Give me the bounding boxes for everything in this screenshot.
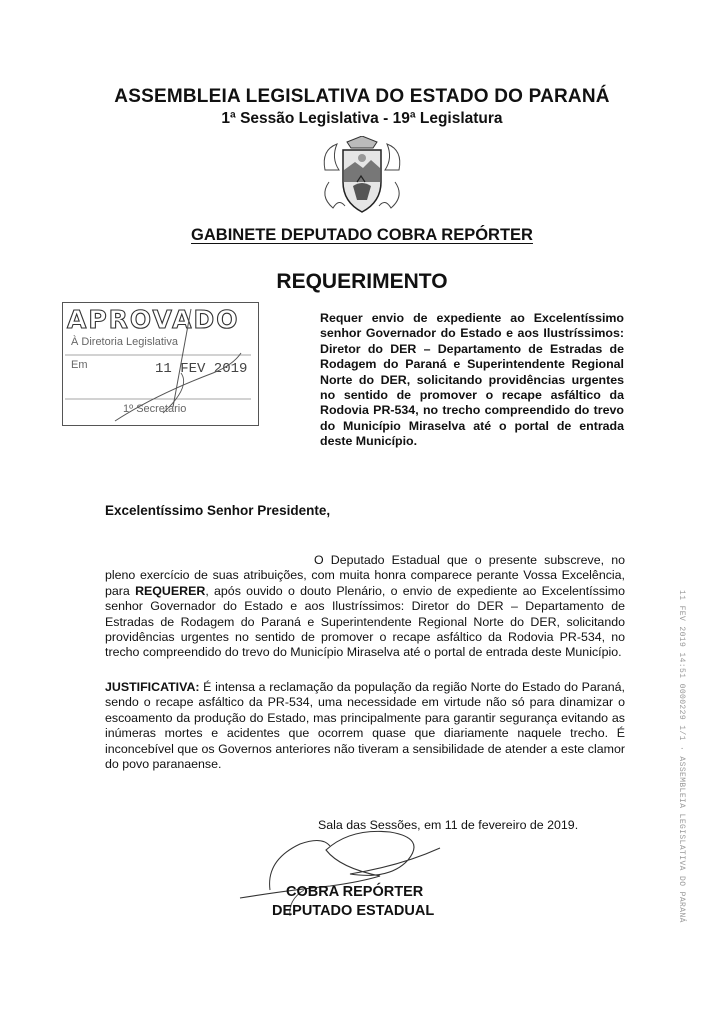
approval-stamp bbox=[62, 302, 259, 426]
parana-coat-of-arms-icon bbox=[317, 136, 407, 216]
salutation: Excelentíssimo Senhor Presidente, bbox=[105, 503, 331, 518]
stamp-handwriting bbox=[63, 303, 258, 425]
justification-label: JUSTIFICATIVA: bbox=[105, 680, 200, 694]
protocol-stamp bbox=[674, 590, 694, 923]
justification bbox=[105, 680, 625, 772]
assembly-title: ASSEMBLEIA LEGISLATIVA DO ESTADO DO PARANÁ bbox=[114, 86, 610, 107]
signer-role: DEPUTADO ESTADUAL bbox=[272, 903, 435, 919]
justification-text: É intensa a reclamação da população da região Norte do Estado do Paraná, sendo o recape asfáltico da PR-534, uma necessidade em virtude não só para dinamizar o escoamento da produção do Estado, mas principalmente para garantir segurança evitando as inúmeras mortes e acidentes que ocorrem quase que diariamente naquele trecho. É inconcebível que os Governos anteriores não tiveram a sensibilidade de atender a este clamor do povo paranaense. bbox=[105, 680, 625, 772]
body-part2: , após ouvido o douto Plenário, o envio de expediente ao Excelentíssimo senhor Governador do Estado e aos Ilustríssimos: Diretor do DER – Departamento de Estradas de Rodagem do Paraná e Superintendente Regional Norte do DER, solicitando providências urgentes no sentido de promover o recape asfáltico da Rodovia PR-534, no trecho compreendido do trevo do Município Miraselva até o portal de entrada deste Município. bbox=[105, 583, 625, 660]
office-heading: GABINETE DEPUTADO COBRA REPÓRTER bbox=[191, 226, 533, 244]
stamp-status: APROVADO bbox=[67, 305, 240, 334]
stamp-date-prefix: Em bbox=[71, 359, 88, 371]
request-summary: Requer envio de expediente ao Excelentíssimo senhor Governador do Estado e aos Ilustríssimos: Diretor do DER – Departamento de Estradas de Rodagem do Paraná e Superintendente Regional Norte do DER, solicitando providências urgentes no sentido de promover o recape asfáltico da Rodovia PR-534, no trecho compreendido do trevo do Município Miraselva até o portal de entrada deste Município. bbox=[320, 311, 624, 449]
stamp-authority: À Diretoria Legislativa bbox=[71, 336, 178, 348]
stamp-date: 11 FEV 2019 bbox=[155, 361, 248, 377]
body-part1: O Deputado Estadual que o presente subscreve, no pleno exercício de suas atribuições, com muita honra comparece perante Vossa Excelência, para bbox=[105, 553, 625, 598]
document-title: REQUERIMENTO bbox=[276, 270, 448, 293]
closing-line: Sala das Sessões, em 11 de fevereiro de 2019. bbox=[318, 818, 579, 832]
signer-name: COBRA REPÓRTER bbox=[286, 884, 424, 900]
request-body bbox=[105, 553, 625, 661]
body-keyword: REQUERER bbox=[135, 583, 206, 598]
protocol-stamp-text: 11 FEV 2019 14:51 0000229 1/1 · ASSEMBLEIA LEGISLATIVA DO PARANÁ bbox=[677, 590, 686, 923]
session-subtitle: 1ª Sessão Legislativa - 19ª Legislatura bbox=[221, 110, 503, 127]
stamp-signer: 1º Secretário bbox=[123, 403, 187, 415]
